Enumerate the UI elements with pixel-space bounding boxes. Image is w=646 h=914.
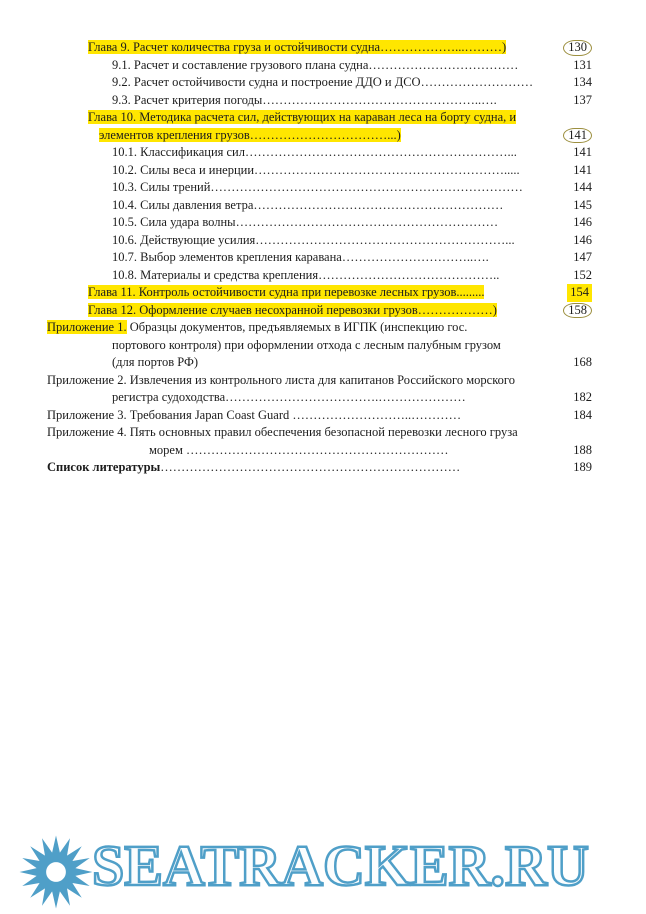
toc-row bbox=[0, 162, 646, 180]
toc-page-number: 141 bbox=[563, 128, 592, 144]
toc-leader-dots: …………………………..…. bbox=[341, 250, 489, 264]
toc-row bbox=[0, 354, 646, 372]
toc-entry-text: 10.2. Силы веса и инерции bbox=[112, 162, 255, 177]
toc-page-number: 145 bbox=[573, 197, 592, 212]
toc-page-number: 189 bbox=[573, 460, 592, 474]
toc-row bbox=[0, 389, 646, 407]
toc-page-number: 184 bbox=[573, 407, 592, 422]
toc-leader-dots: …………………………………………………… bbox=[253, 197, 504, 212]
toc-row bbox=[0, 144, 646, 162]
toc-page-number: 154 bbox=[567, 284, 592, 302]
toc-entry-text: 9.1. Расчет и составление грузового плана судна bbox=[112, 57, 369, 72]
toc-row bbox=[0, 179, 646, 197]
toc-page-number: 152 bbox=[573, 267, 592, 282]
toc-page-number: 130 bbox=[563, 40, 592, 56]
toc-leader-dots: ……………………………….………………… bbox=[225, 390, 466, 404]
toc-leader-dots: ……………………………………………………… bbox=[235, 215, 499, 229]
toc-leader-dots: ……………………………… bbox=[368, 57, 519, 72]
toc-page-number: 188 bbox=[573, 442, 592, 457]
toc-entry-text: Приложение 1. bbox=[47, 320, 127, 334]
toc-page-number: 141 bbox=[573, 162, 592, 177]
toc-page-number: 144 bbox=[573, 180, 592, 194]
toc-entry-text: портового контроля) при оформлении отхода с лесным палубным грузом bbox=[112, 337, 501, 352]
toc-entry-text: 9.2. Расчет остойчивости судна и построение ДДО и ДСО bbox=[112, 75, 421, 89]
toc-page-number: 147 bbox=[573, 250, 592, 264]
toc-entry-text: Список литературы bbox=[47, 460, 161, 474]
toc-entry-text: элементов крепления грузов……………………………...) bbox=[99, 127, 401, 142]
toc-entry-text: Приложение 3. Требования Japan Coast Guard bbox=[47, 407, 293, 422]
toc-entry-text: (для портов РФ) bbox=[112, 355, 199, 369]
toc-row bbox=[0, 284, 646, 302]
toc-entry-text: Глава 9. Расчет количества груза и остойчивости судна………………...………) bbox=[88, 40, 507, 54]
toc-row bbox=[0, 302, 646, 320]
toc-row bbox=[0, 92, 646, 110]
toc-entry-text: Глава 12. Оформление случаев несохранной перевозки грузов………………) bbox=[88, 302, 497, 317]
toc-row bbox=[0, 459, 646, 477]
toc-leader-dots: ……………………………………………………… bbox=[186, 442, 449, 457]
toc-entry-text: 10.3. Силы трений bbox=[112, 180, 211, 194]
toc-leader-dots: ……………………………………………..…. bbox=[262, 92, 497, 107]
toc-entry-text: 9.3. Расчет критерия погоды bbox=[112, 92, 263, 107]
toc-page-number: 168 bbox=[573, 355, 592, 369]
toc-leader-dots: ……………………………………………………………… bbox=[160, 460, 461, 474]
toc-entry-text: Глава 11. Контроль остойчивости судна при перевозке лесных грузов......... bbox=[88, 285, 485, 299]
toc-row bbox=[0, 127, 646, 145]
toc-row bbox=[0, 57, 646, 75]
toc-row bbox=[0, 319, 646, 337]
toc-entry-text: Приложение 4. Пять основных правил обеспечения безопасной перевозки лесного груза bbox=[47, 425, 518, 439]
toc-leader-dots: ……………………… bbox=[420, 75, 534, 89]
toc-entry-text: Глава 10. Методика расчета сил, действующих на караван леса на борту судна, и bbox=[88, 110, 517, 124]
toc-row bbox=[0, 214, 646, 232]
toc-page-number: 146 bbox=[573, 232, 592, 247]
toc-entry-text: 10.4. Силы давления ветра bbox=[112, 197, 254, 212]
toc-page-number: 158 bbox=[563, 303, 592, 319]
toc-entry-text-rest: Образцы документов, предъявляемых в ИГПК (инспекцию гос. bbox=[126, 320, 468, 334]
toc-page-number: 182 bbox=[573, 390, 592, 404]
table-of-contents bbox=[0, 39, 646, 477]
toc-leader-dots: ………………………………………………………... bbox=[244, 145, 517, 159]
toc-page-number: 141 bbox=[573, 145, 592, 159]
toc-row bbox=[0, 74, 646, 92]
toc-page-number: 134 bbox=[573, 75, 592, 89]
toc-entry-text: Приложение 2. Извлечения из контрольного листа для капитанов Российского морского bbox=[47, 372, 515, 387]
toc-page-number: 131 bbox=[573, 57, 592, 72]
toc-leader-dots: ……………………………………………………..... bbox=[254, 162, 520, 177]
toc-page-number: 137 bbox=[573, 92, 592, 107]
toc-row bbox=[0, 407, 646, 425]
toc-row bbox=[0, 197, 646, 215]
watermark-text: SEATRACKER.RU bbox=[92, 833, 589, 898]
watermark bbox=[0, 830, 646, 914]
toc-entry-text: 10.8. Материалы и средства крепления bbox=[112, 267, 319, 282]
toc-row bbox=[0, 39, 646, 57]
toc-leader-dots: …………………………………….. bbox=[318, 267, 500, 282]
toc-entry-text: 10.1. Классификация сил bbox=[112, 145, 245, 159]
toc-leader-dots: ………………………..………… bbox=[292, 407, 462, 422]
toc-row bbox=[0, 337, 646, 355]
toc-row bbox=[0, 442, 646, 460]
toc-row bbox=[0, 109, 646, 127]
toc-entry-text: 10.5. Сила удара волны bbox=[112, 215, 236, 229]
toc-leader-dots: ……………………………………………………... bbox=[255, 232, 515, 247]
toc-row bbox=[0, 424, 646, 442]
toc-entry-text: регистра судоходства bbox=[112, 390, 226, 404]
toc-entry-text: 10.6. Действующие усилия bbox=[112, 232, 256, 247]
sun-icon bbox=[18, 834, 94, 910]
toc-page-number: 146 bbox=[573, 215, 592, 229]
toc-row bbox=[0, 372, 646, 390]
toc-row bbox=[0, 232, 646, 250]
toc-row bbox=[0, 249, 646, 267]
toc-row bbox=[0, 267, 646, 285]
toc-entry-text: морем bbox=[149, 442, 186, 457]
toc-leader-dots: ………………………………………………………………… bbox=[210, 180, 523, 194]
toc-entry-text: 10.7. Выбор элементов крепления каравана bbox=[112, 250, 342, 264]
